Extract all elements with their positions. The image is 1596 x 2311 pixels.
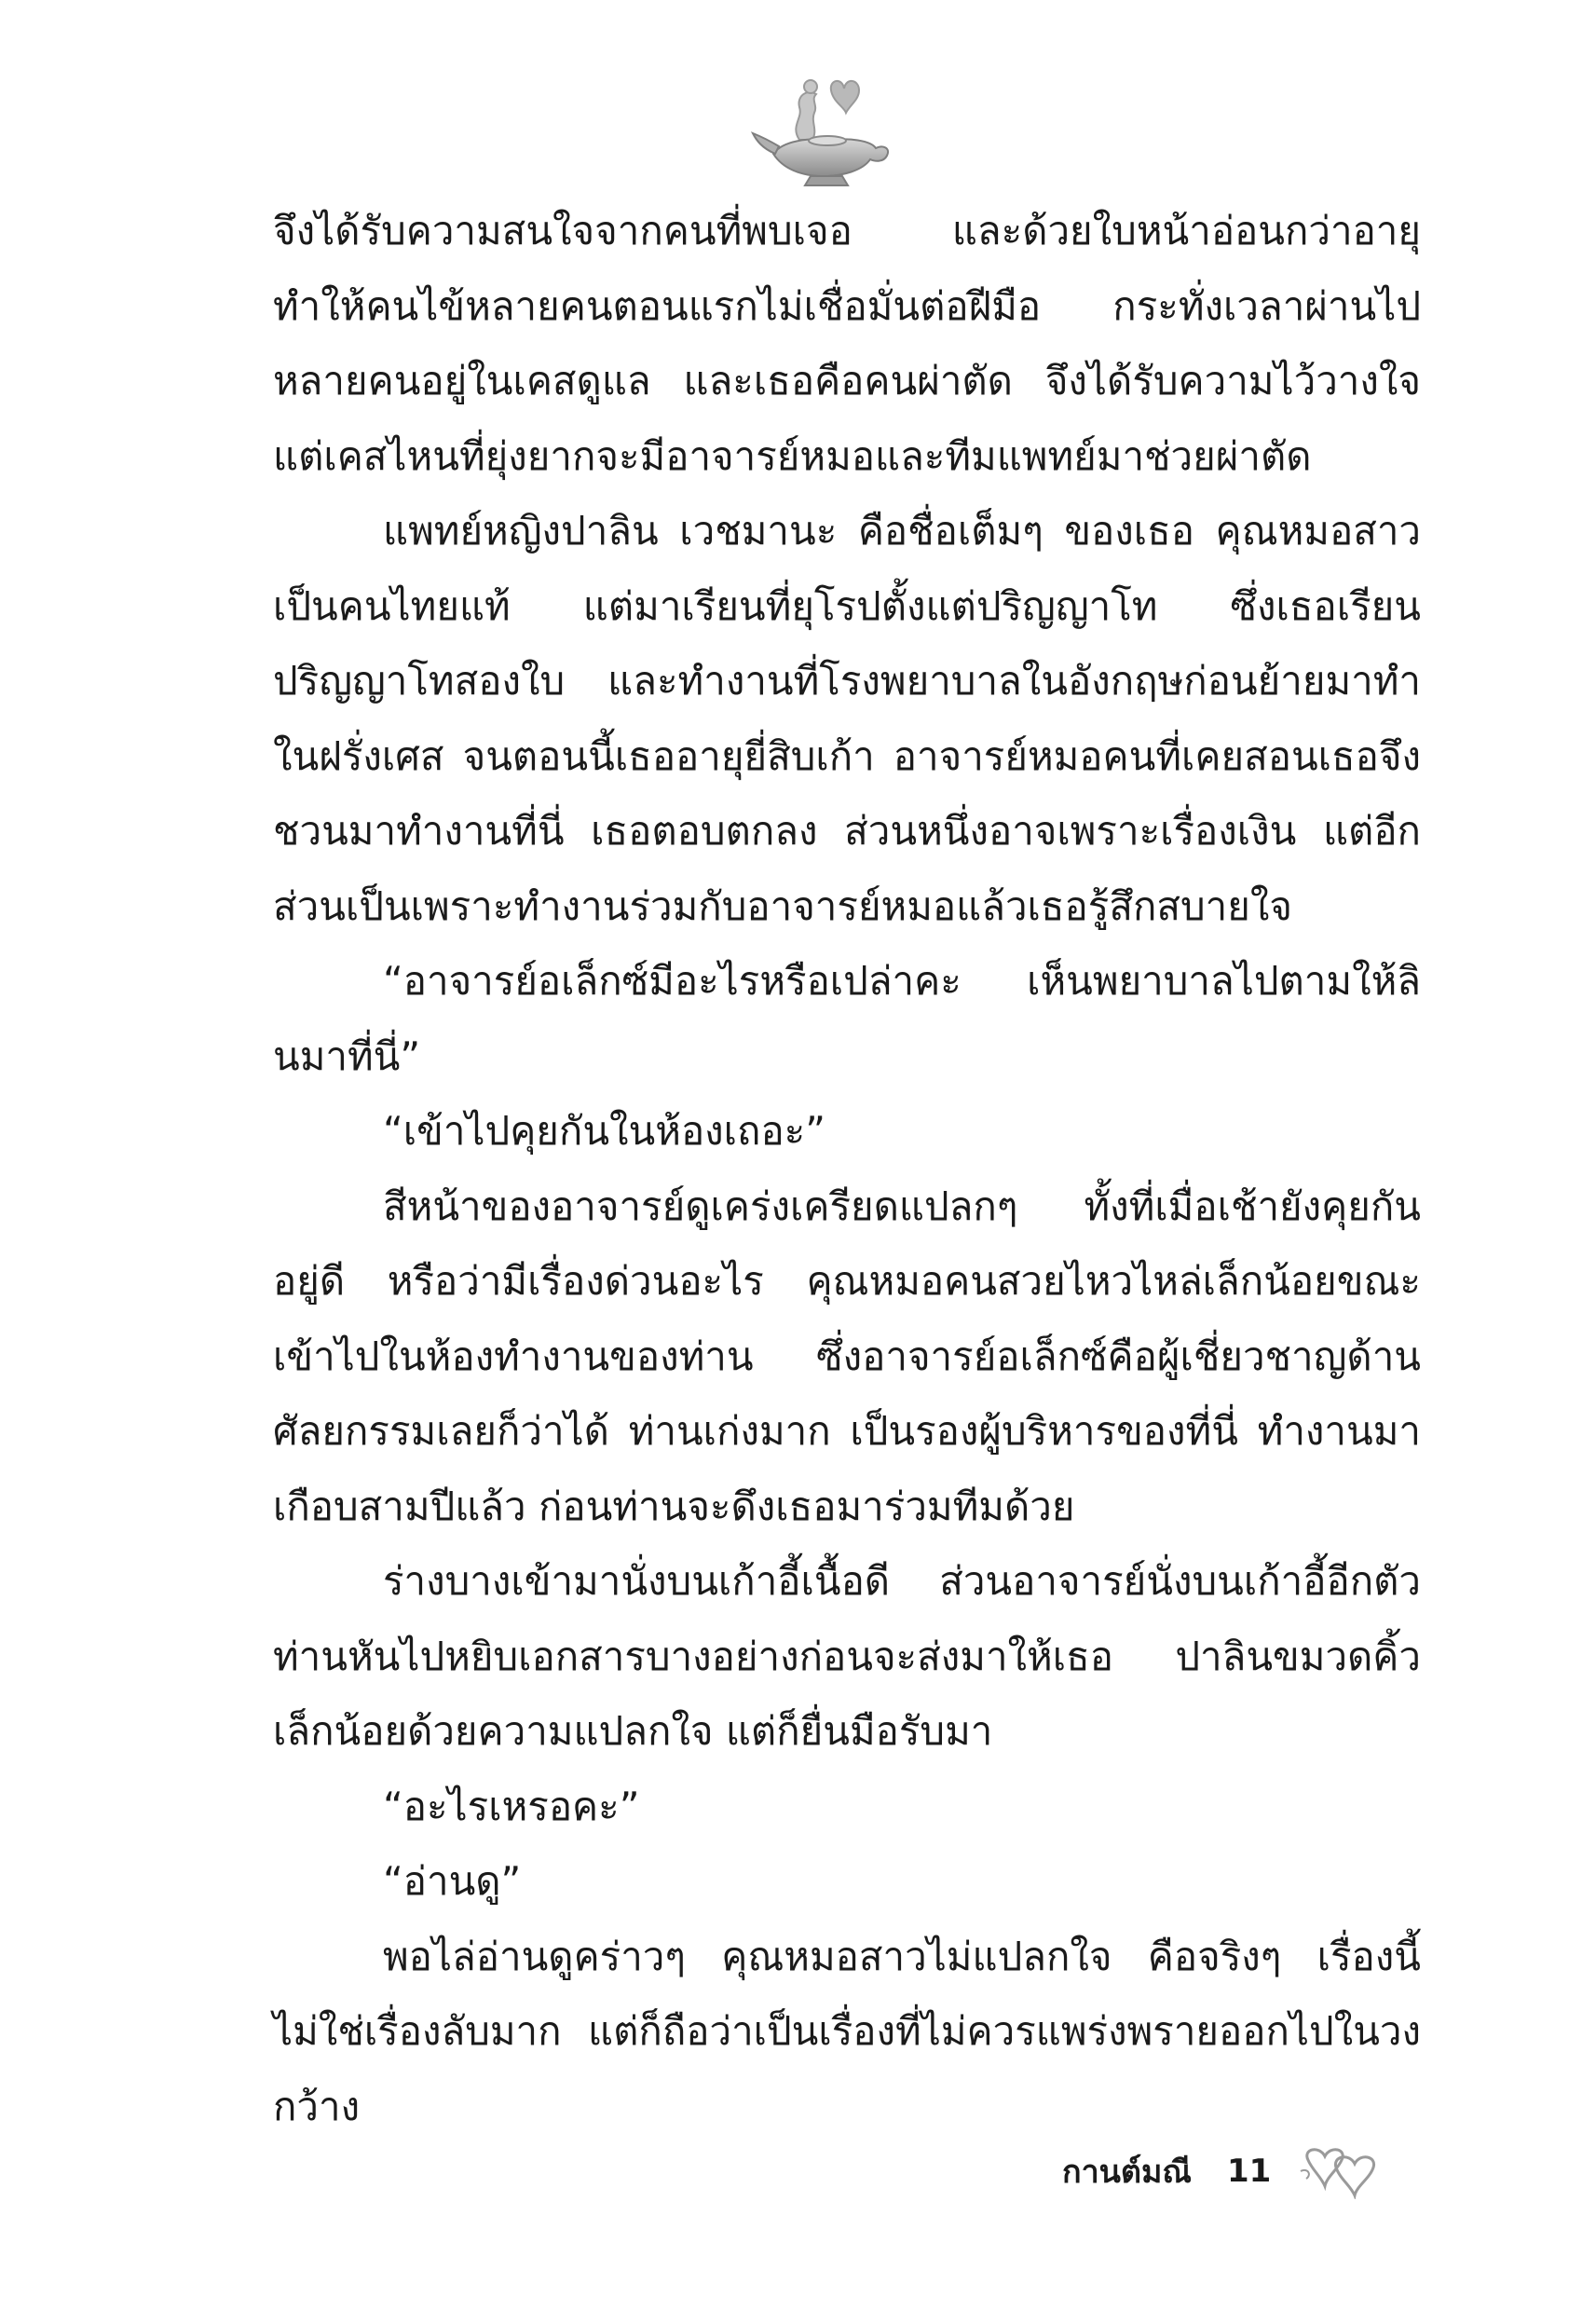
paragraph: แพทย์หญิงปาลิน เวชมานะ คือชื่อเต็มๆ ของเธอ คุณหมอสาวเป็นคนไทยแท้ แต่มาเรียนที่ยุโรปตั้งแต่ปริญญาโท ซึ่งเธอเรียนปริญญาโทสองใบ และทำงานที่โรงพยาบาลในอังกฤษก่อนย้ายมาทำในฝรั่งเศส จนตอนนี้เธออายุยี่สิบเก้า อาจารย์หมอคนที่เคยสอนเธอจึงชวนมาทำงานที่นี่ เธอตอบตกลง ส่วนหนึ่งอาจเพราะเรื่องเงิน แต่อีกส่วนเป็นเพราะทำงานร่วมกับอาจารย์หมอแล้วเธอรู้สึกสบายใจ — [273, 508, 1421, 929]
paragraph: จึงได้รับความสนใจจากคนที่พบเจอ และด้วยใบหน้าอ่อนกว่าอายุ ทำให้คนไข้หลายคนตอนแรกไม่เชื่อมั่นต่อฝีมือ กระทั่งเวลาผ่านไป หลายคนอยู่ในเคสดูแล และเธอคือคนผ่าตัด จึงได้รับความไว้วางใจ แต่เคสไหนที่ยุ่งยากจะมีอาจารย์หมอและทีมแพทย์มาช่วยผ่าตัด — [273, 208, 1421, 479]
paragraph: “อ่านดู” — [383, 1858, 522, 1904]
double-heart-icon — [1299, 2143, 1392, 2199]
paragraph: พอไล่อ่านดูคร่าวๆ คุณหมอสาวไม่แปลกใจ คือจริงๆ เรื่องนี้ไม่ใช่เรื่องลับมาก แต่ก็ถือว่าเป็นเรื่องที่ไม่ควรแพร่งพรายออกไปในวงกว้าง — [273, 1933, 1421, 2129]
paragraph: ร่างบางเข้ามานั่งบนเก้าอี้เนื้อดี ส่วนอาจารย์นั่งบนเก้าอี้อีกตัว ท่านหันไปหยิบเอกสารบางอย่างก่อนจะส่งมาให้เธอ ปาลินขมวดคิ้วเล็กน้อยด้วยความแปลกใจ แต่ก็ยื่นมือรับมา — [273, 1558, 1421, 1754]
genie-lamp-heart-icon — [745, 51, 904, 191]
body-text — [273, 194, 1421, 2144]
paragraph: “อาจารย์อเล็กซ์มีอะไรหรือเปล่าคะ เห็นพยาบาลไปตามให้ลินมาที่นี่” — [273, 958, 1421, 1079]
paragraph: สีหน้าของอาจารย์ดูเคร่งเครียดแปลกๆ ทั้งที่เมื่อเช้ายังคุยกันอยู่ดี หรือว่ามีเรื่องด่วนอะไร คุณหมอคนสวยไหวไหล่เล็กน้อยขณะเข้าไปในห้องทำงานของท่าน ซึ่งอาจารย์อเล็กซ์คือผู้เชี่ยวชาญด้านศัลยกรรมเลยก็ว่าได้ ท่านเก่งมาก เป็นรองผู้บริหารของที่นี่ ทำงานมาเกือบสามปีแล้ว ก่อนท่านจะดึงเธอมาร่วมทีมด้วย — [273, 1183, 1421, 1529]
paragraph: “เข้าไปคุยกันในห้องเถอะ” — [383, 1108, 826, 1154]
page-number: 11 — [1226, 2153, 1272, 2190]
page-footer — [1062, 2143, 1392, 2199]
footer-author: กานต์มณี — [1062, 2154, 1192, 2191]
paragraph: “อะไรเหรอคะ” — [383, 1783, 640, 1829]
